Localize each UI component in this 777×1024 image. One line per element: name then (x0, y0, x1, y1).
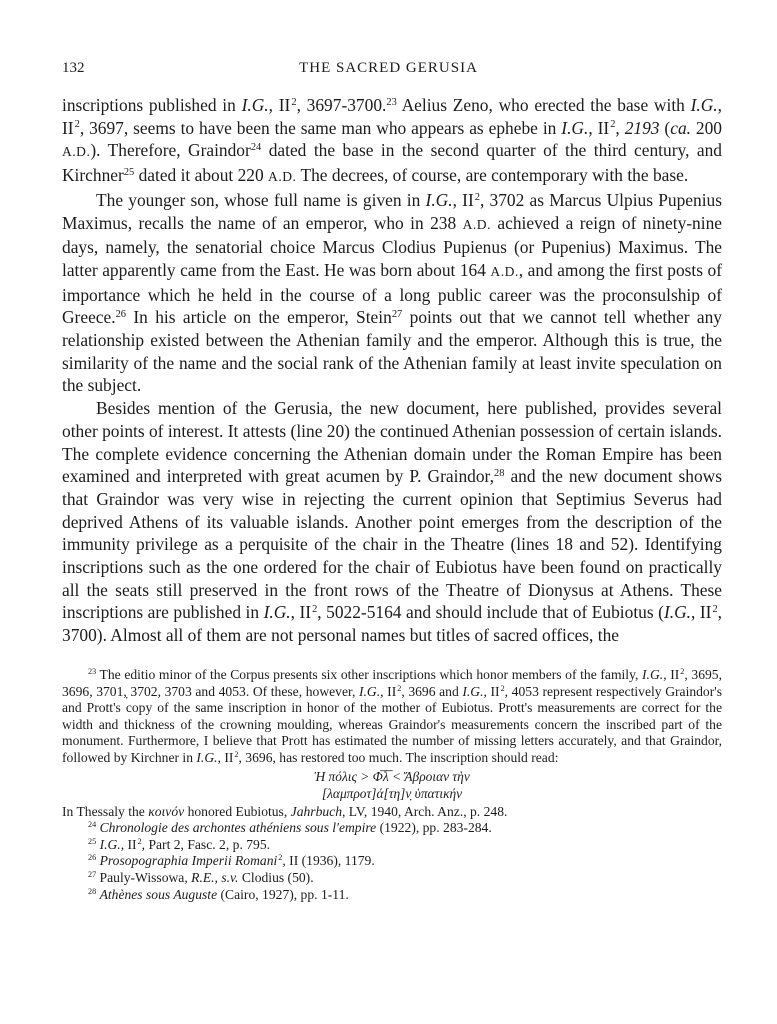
italic-text: Prosopographia Imperii Romani (99, 853, 278, 869)
superscript: 2 (137, 836, 142, 846)
superscript: 2 (397, 683, 402, 693)
small-caps-text: A.D. (462, 216, 491, 232)
greek-inscription-line-1: Ἡ πόλις > Φ̅λ̅ < Ἄβροιαν τὴν (314, 768, 470, 784)
text-run: , 3700). Almost all of them are not personal names but titles of sacred offices, the (62, 602, 723, 646)
running-title: THE SACRED GERUSIA (299, 60, 478, 76)
text-run: Besides mention of the Gerusia, the new document, here published, provides several other points of interest. It attests (line 20) the continued Athenian possession of certain islands. The complete evidence concerning the Athenian domain under the Roman Empire has been examined and interpreted with great acumen by P. Graindor, (62, 398, 722, 487)
running-head (62, 60, 715, 82)
italic-text: I.G. (462, 683, 484, 699)
paragraph-1 (62, 94, 722, 189)
footnote-ref: 27 (88, 870, 97, 880)
footnote-23 (62, 667, 722, 767)
footnote-28 (62, 887, 722, 904)
text-run: dated the base in the second quarter of the third century, and Kirchner (62, 140, 722, 186)
text-run: The younger son, whose full name is given in (96, 189, 426, 210)
footnote-26 (62, 853, 722, 870)
footnote-23-continued (62, 804, 722, 821)
footnotes (62, 667, 722, 903)
small-caps-text: A.D. (490, 263, 519, 279)
superscript: 2 (680, 667, 685, 677)
superscript: 2 (712, 604, 718, 616)
footnote-ref: 26 (88, 853, 97, 863)
superscript: 2 (291, 96, 297, 108)
superscript: 2 (278, 853, 283, 863)
footnote-24 (62, 820, 722, 837)
superscript: 2 (474, 191, 480, 203)
text-run: Pauly-Wissowa, (96, 869, 192, 885)
text-run: , II (483, 683, 500, 699)
superscript: 2 (500, 683, 505, 693)
text-run: , II (268, 95, 291, 115)
footnote-ref: 23 (88, 667, 97, 677)
footnote-ref: 23 (386, 96, 397, 108)
italic-text: R.E., s.v. (191, 869, 239, 885)
paragraph-2 (62, 189, 722, 397)
italic-text: I.G. (359, 683, 381, 699)
text-run: , 4053 represent respectively Graindor's and Prott's copy of the same inscription in honor of the mother of Eubiotus. Prott's measurements are correct for the width and thickness of the crowning moulding, whereas Graindor's measurements concern the inscribed part of the monument. Furthermore, I believe that Prott has estimated the number of missing letters accurately, and that Graindor, followed by Kirchner in (62, 683, 723, 765)
text-run: , II (663, 667, 680, 682)
text-run: , II (588, 117, 610, 138)
italic-text: Athènes sous Auguste (99, 886, 218, 902)
text-run: , 3696, has restored too much. The inscription should read: (238, 749, 559, 765)
italic-text: I.G. (642, 667, 664, 682)
text-run: , II (690, 602, 712, 623)
footnote-27 (62, 870, 722, 887)
italic-text: I.G. (196, 749, 218, 765)
footnote-ref: 27 (391, 309, 403, 321)
text-run: , 3695, 3696, 3701,̣ 3702, 3703 and 4053. Of these, however, (62, 667, 722, 699)
text-run: , 5022-5164 and should include that of Eubiotus ( (317, 602, 664, 623)
text-run: , LV, 1940, Arch. Anz., p. 248. (342, 803, 508, 819)
text-run: , II (120, 836, 137, 852)
text-run: dated it about 220 (134, 165, 269, 186)
text-run: inscriptions published in (62, 95, 242, 115)
text-run: , II (1936), 1179. (282, 853, 375, 869)
text-run: In his article on the emperor, Stein (126, 307, 392, 328)
text-run: , Part 2, Fasc. 2, p. 795. (141, 836, 271, 852)
superscript: 2 (610, 119, 616, 131)
text-run: 200 (690, 117, 723, 138)
page-number: 132 (62, 60, 85, 76)
text-run: Clodius (50). (238, 869, 314, 885)
footnote-25 (62, 837, 722, 854)
text-run: The editio minor of the Corpus presents six other inscriptions which honor members of the family, (96, 667, 643, 682)
text-run: , II (452, 189, 474, 210)
text-run: , II (380, 683, 397, 699)
paragraph-3 (62, 397, 722, 647)
greek-inscription (62, 768, 722, 802)
text-run: (1922), pp. 283-284. (376, 820, 492, 836)
footnote-ref: 28 (493, 468, 505, 479)
text-run: , 3696 and (401, 683, 463, 699)
italic-text: I.G. (561, 117, 589, 138)
superscript: 2 (312, 604, 318, 616)
italic-text: I.G. (663, 602, 691, 623)
footnote-ref: 24 (88, 820, 97, 830)
italic-text: I.G. (690, 95, 718, 115)
small-caps-text: A.D. (268, 169, 297, 185)
text-run: , 3702 as Marcus Ulpius Pupenius Maximus, recalls the name of an emperor, who in 238 (62, 189, 722, 233)
italic-text: 2193 (624, 117, 660, 138)
italic-text: ca. (670, 117, 691, 138)
small-caps-text: A.D. (62, 144, 91, 160)
text-run: The decrees, of course, are contemporary with the base. (296, 165, 689, 186)
text-run: Aelius Zeno, who erected the base with (396, 95, 691, 115)
superscript: 2 (234, 750, 239, 760)
italic-text: I.G. (425, 189, 453, 210)
text-run: ). Therefore, Graindor (90, 140, 251, 161)
text-run: , 3697-3700. (296, 95, 387, 115)
text-run: points out that we cannot tell whether any relationship existed between the Athenian family and the emperor. Although this is true, the similarity of the name and the social rank of the Athenian family at least invite speculation on the subject. (62, 307, 722, 396)
italic-text: I.G. (99, 836, 121, 852)
text-run: , 3697, seems to have been the same man who appears as ephebe in (79, 117, 562, 138)
footnote-ref: 24 (250, 142, 262, 154)
text-run: , (615, 117, 625, 138)
text-run: achieved a reign of ninety-nine days, namely, the senatorial choice Marcus Clodius Pupienus (or Pupenius) Maximus. The latter apparently came from the East. He was born about 164 (62, 212, 723, 280)
footnote-ref: 28 (88, 886, 97, 896)
italic-text: κοινόν (148, 803, 185, 819)
italic-text: I.G. (263, 602, 291, 623)
italic-text: Chronologie des archontes athéniens sous l'empire (99, 820, 377, 836)
text-run: In Thessaly the (62, 803, 149, 819)
text-run: and the new document shows that Graindor was very wise in rejecting the current opinion that Septimius Severus had deprived Athens of its valuable islands. Another point emerges from the description of the immunity privilege as a perquisite of the chair in the Theatre (lines 18 and 52). Identifying inscriptions such as the one ordered for the chair of Eubiotus have been found on practically all the seats still preserved in the front rows of the Theatre of Dionysus at Athens. These inscriptions are published in (62, 466, 722, 623)
italic-text: I.G. (241, 95, 269, 115)
text-run: , II (62, 95, 723, 138)
article-body (62, 94, 722, 647)
text-run: , II (290, 602, 312, 623)
text-run: , and among the first posts of importance which he held in the course of a long public career was the proconsulship of Greece. (62, 259, 722, 328)
footnote-ref: 26 (115, 309, 127, 321)
text-run: ( (659, 117, 671, 138)
italic-text: Jahrbuch (290, 803, 342, 819)
greek-inscription-line-2: [λαμπροτ]ά[τη]ν̣ ὑπατικήν (321, 785, 463, 801)
text-run: (Cairo, 1927), pp. 1-11. (217, 886, 349, 902)
footnote-ref: 25 (123, 166, 135, 178)
footnote-ref: 25 (88, 836, 97, 846)
superscript: 2 (74, 119, 80, 131)
text-run: honored Eubiotus, (184, 803, 291, 819)
text-run: , II (217, 749, 234, 765)
